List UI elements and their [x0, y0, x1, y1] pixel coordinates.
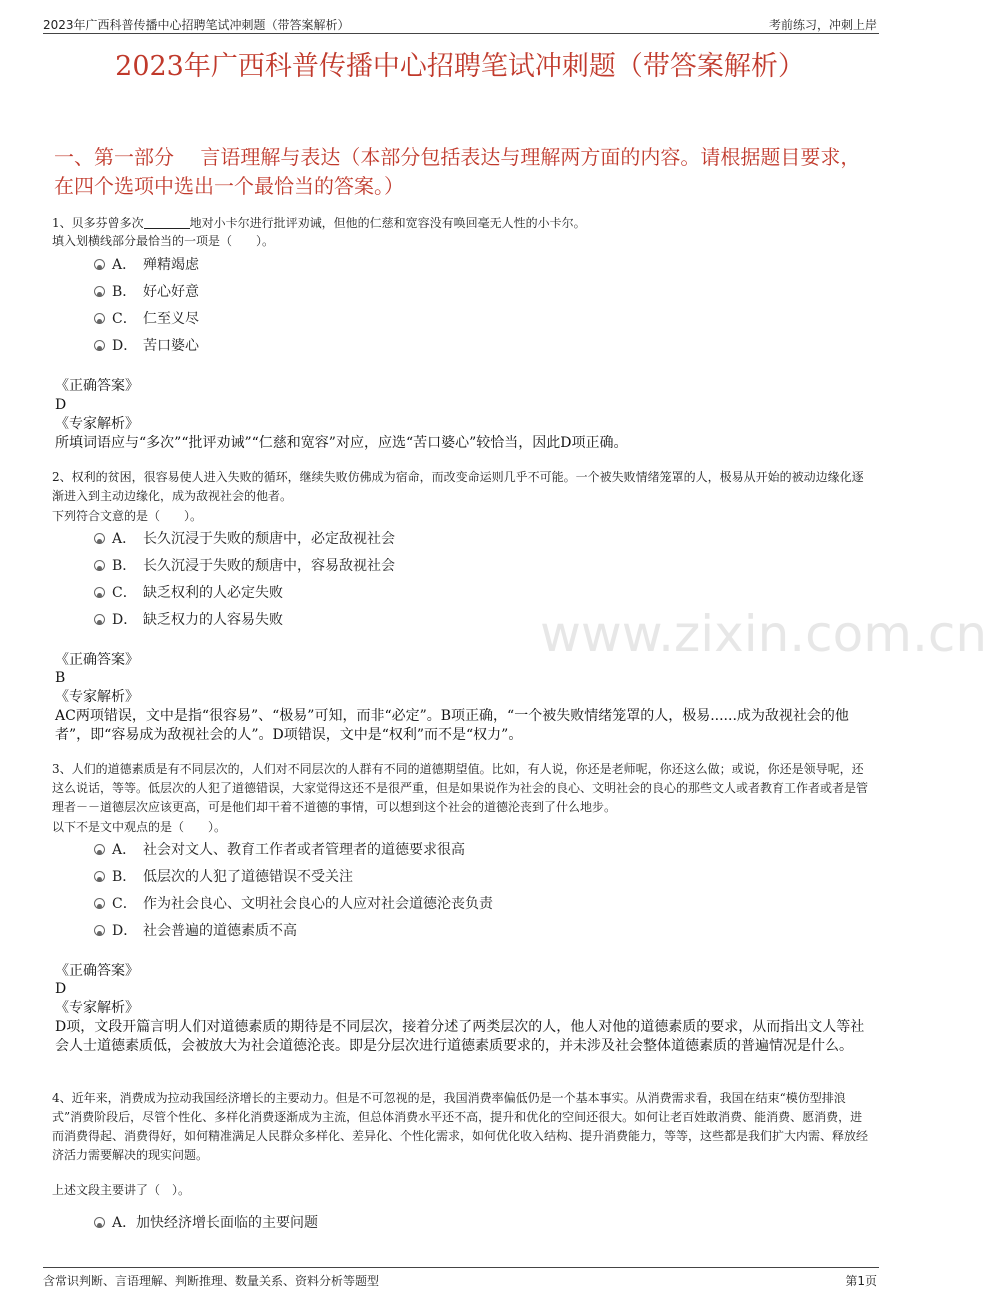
option-text: 加快经济增长面临的主要问题: [136, 1215, 318, 1231]
footer-divider: [43, 1267, 879, 1268]
radio-icon[interactable]: [94, 340, 105, 351]
question-stem: 4、近年来，消费成为拉动我国经济增长的主要动力。但是不可忽视的是，我国消费率偏低仍是一个基本事实。从消费需求看，我国在结束“模仿型排浪式”消费阶段后，尽管个性化、多样化消费逐渐成为主流，但总体消费水平还不高，提升和优化的空间还很大。如何让老百姓敢消费、能消费、愿消费，进而消费得起、消费得好，如何精准满足人民群众多样化、差异化、个性化需求，如何优化收入结构、提升消费能力，等等，这些都是我们扩大内需、释放经济活力需要解决的现实问题。: [52, 1091, 869, 1162]
option-a[interactable]: [94, 530, 395, 548]
option-text: 长久沉浸于失败的颓唐中，必定敌视社会: [143, 531, 395, 547]
option-letter: A．: [112, 842, 137, 858]
analysis-label: 《专家解析》: [55, 689, 139, 705]
page-number: 第1页: [845, 1274, 877, 1288]
option-a[interactable]: [94, 1214, 318, 1232]
radio-icon[interactable]: [94, 871, 105, 882]
radio-icon[interactable]: [94, 286, 105, 297]
radio-icon[interactable]: [94, 259, 105, 270]
fill-blank: [144, 217, 190, 229]
answer-value: B: [55, 670, 66, 686]
radio-icon[interactable]: [94, 560, 105, 571]
answer-value: D: [55, 981, 67, 997]
option-text: 缺乏权利的人必定失败: [143, 585, 283, 601]
option-d[interactable]: [94, 337, 199, 355]
option-text: 殚精竭虑: [143, 257, 199, 273]
question-stem: 2、权利的贫困，很容易使人进入失败的循环，继续失败仿佛成为宿命，而改变命运则几乎不可能。一个被失败情绪笼罩的人，极易从开始的被动边缘化逐渐进入到主动边缘化，成为敌视社会的他者。: [52, 470, 864, 503]
question-prompt: 以下不是文中观点的是（ ）。: [52, 820, 227, 834]
radio-icon[interactable]: [94, 844, 105, 855]
answer-label: 《正确答案》: [55, 963, 139, 979]
option-letter: D．: [112, 612, 138, 628]
option-letter: C．: [112, 311, 137, 327]
option-text: 好心好意: [143, 284, 199, 300]
question-prompt: 填入划横线部分最恰当的一项是（ ）。: [52, 234, 275, 248]
section-heading: 一、第一部分 言语理解与表达（本部分包括表达与理解两方面的内容。请根据题目要求，在四个选项中选出一个最恰当的答案。）: [54, 145, 861, 198]
option-text: 社会普遍的道德素质不高: [143, 923, 297, 939]
option-d[interactable]: [94, 922, 297, 940]
option-text: 低层次的人犯了道德错误不受关注: [143, 869, 353, 885]
radio-icon[interactable]: [94, 1217, 105, 1228]
option-text: 长久沉浸于失败的颓唐中，容易敌视社会: [143, 558, 395, 574]
option-c[interactable]: [94, 895, 493, 913]
radio-icon[interactable]: [94, 313, 105, 324]
analysis-label: 《专家解析》: [55, 416, 139, 432]
analysis-label: 《专家解析》: [55, 1000, 139, 1016]
analysis-text: AC两项错误，文中是指“很容易”、“极易”可知，而非“必定”。B项正确，“一个被失败情绪笼罩的人，极易......成为敌视社会的他者”，即“容易成为敌视社会的人”。D项错误，文中是“权利”而不是“权力”。: [55, 708, 849, 743]
option-text: 仁至义尽: [143, 311, 199, 327]
question-prompt: 上述文段主要讲了（ ）。: [52, 1183, 191, 1197]
option-c[interactable]: [94, 310, 199, 328]
radio-icon[interactable]: [94, 614, 105, 625]
answer-value: D: [55, 397, 67, 413]
answer-label: 《正确答案》: [55, 378, 139, 394]
option-letter: D．: [112, 923, 138, 939]
option-letter: A．: [112, 531, 137, 547]
option-letter: C．: [112, 896, 137, 912]
option-text: 缺乏权力的人容易失败: [143, 612, 283, 628]
option-letter: A．: [112, 1215, 137, 1231]
option-letter: C．: [112, 585, 137, 601]
footer-note: 含常识判断、言语理解、判断推理、数量关系、资料分析等题型: [43, 1274, 380, 1288]
option-b[interactable]: [94, 868, 353, 886]
header-slogan: 考前练习，冲刺上岸: [768, 18, 877, 32]
option-b[interactable]: [94, 283, 199, 301]
option-a[interactable]: [94, 841, 465, 859]
option-b[interactable]: [94, 557, 395, 575]
analysis-text: D项，文段开篇言明人们对道德素质的期待是不同层次，接着分述了两类层次的人，他人对他的道德素质的要求，从而指出文人等社会人士道德素质低，会被放大为社会道德沦丧。即是分层次进行道德素质要求的，并未涉及社会整体道德素质的普遍情况是什么。: [55, 1019, 865, 1054]
analysis-text: 所填词语应与“多次”“批评劝诫”“仁慈和宽容”对应，应选“苦口婆心”较恰当，因此D项正确。: [55, 435, 628, 451]
header-divider: [43, 33, 879, 34]
option-letter: D．: [112, 338, 138, 354]
option-letter: B．: [112, 558, 137, 574]
option-letter: B．: [112, 284, 137, 300]
answer-label: 《正确答案》: [55, 652, 139, 668]
header-doc-title: 2023年广西科普传播中心招聘笔试冲刺题（带答案解析）: [43, 18, 350, 32]
option-c[interactable]: [94, 584, 283, 602]
radio-icon[interactable]: [94, 587, 105, 598]
option-letter: A．: [112, 257, 137, 273]
option-text: 苦口婆心: [143, 338, 199, 354]
question-stem-part: 地对小卡尔进行批评劝诫，但他的仁慈和宽容没有唤回毫无人性的小卡尔。: [189, 216, 586, 230]
radio-icon[interactable]: [94, 925, 105, 936]
question-stem-part: 1、贝多芬曾多次: [52, 216, 144, 230]
question-stem: [52, 214, 870, 233]
option-d[interactable]: [94, 611, 283, 629]
question-stem: 3、人们的道德素质是有不同层次的，人们对不同层次的人群有不同的道德期望值。比如，有人说，你还是老师呢，你还这么做；或说，你还是领导呢，还这么说话，等等。低层次的人犯了道德错误，大家觉得这还不是很严重，但是如果说作为社会的良心、文明社会的良心的那些文人或者教育工作者或者是管理者－－道德层次应该更高，可是他们却干着不道德的事情，可以想到这个社会的道德沦丧到了什么地步。: [52, 762, 869, 814]
page-title: 2023年广西科普传播中心招聘笔试冲刺题（带答案解析）: [115, 51, 805, 82]
radio-icon[interactable]: [94, 533, 105, 544]
option-letter: B．: [112, 869, 137, 885]
option-text: 作为社会良心、文明社会良心的人应对社会道德沦丧负责: [143, 896, 493, 912]
question-prompt: 下列符合文意的是（ ）。: [52, 509, 203, 523]
option-text: 社会对文人、教育工作者或者管理者的道德要求很高: [143, 842, 465, 858]
option-a[interactable]: [94, 256, 199, 274]
watermark: www.zixin.com.cn: [540, 605, 987, 663]
radio-icon[interactable]: [94, 898, 105, 909]
